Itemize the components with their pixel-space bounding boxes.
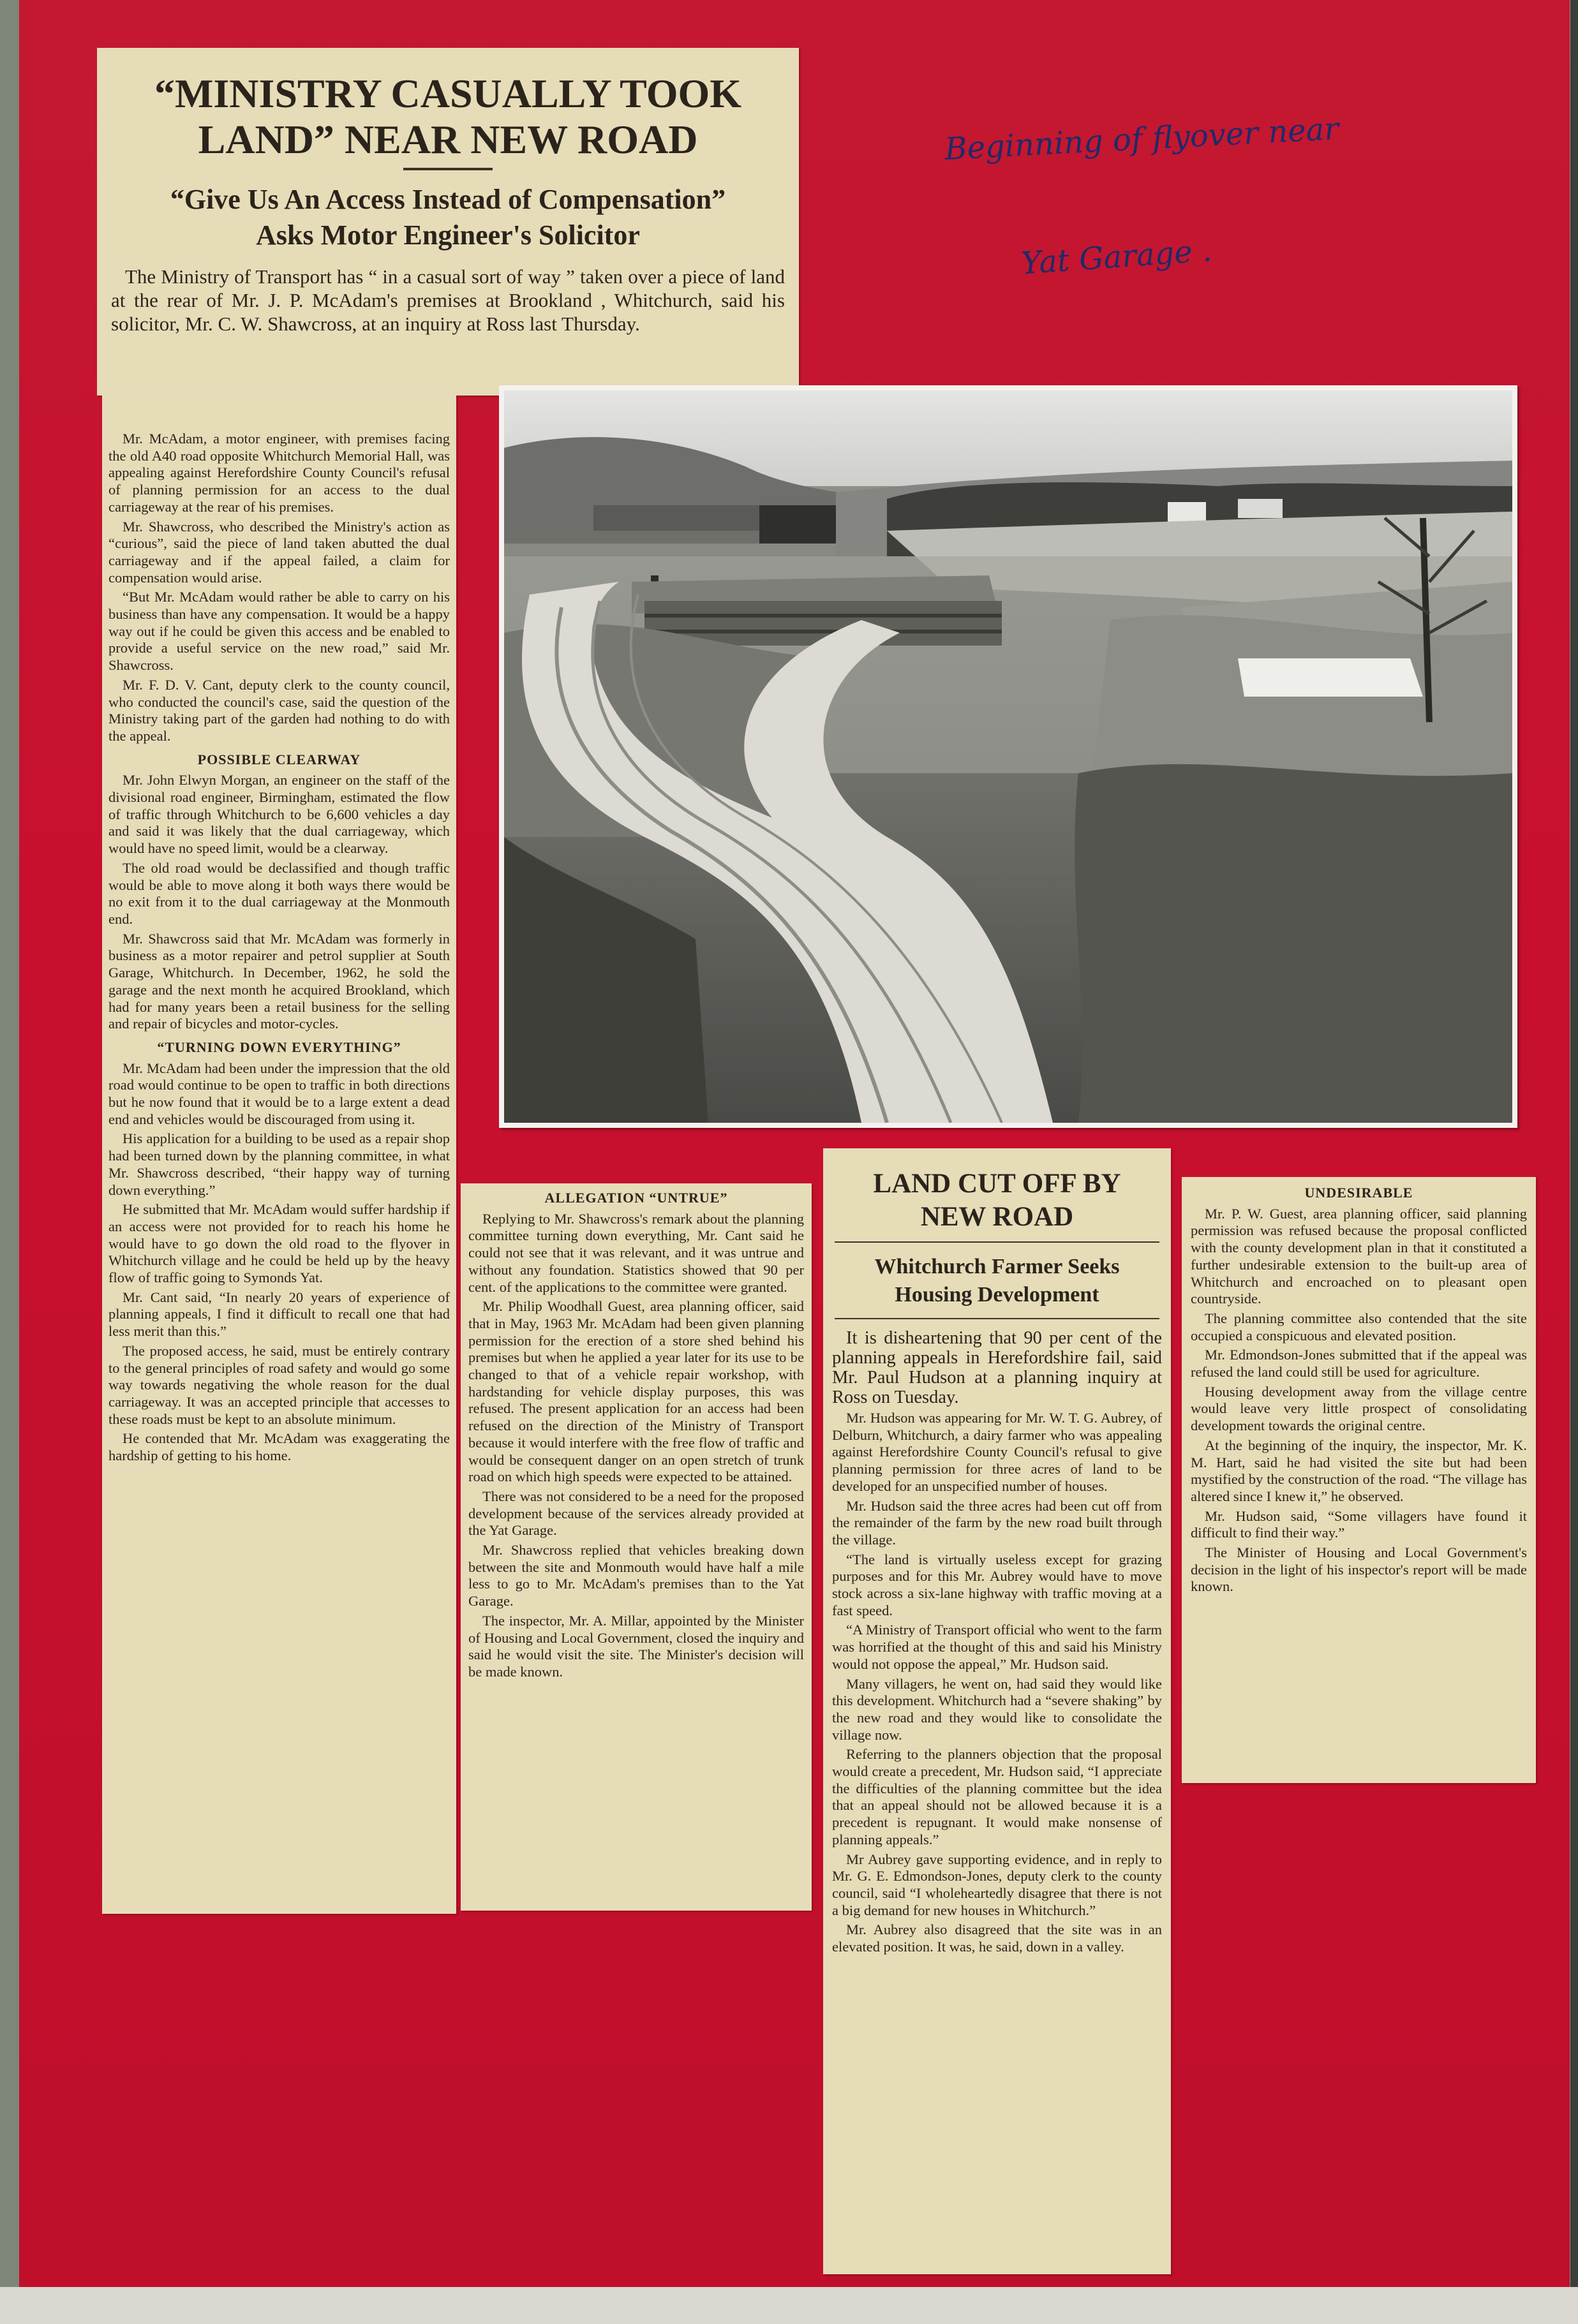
headline-divider bbox=[835, 1241, 1159, 1243]
article3-subheadline-line2: Housing Development bbox=[895, 1283, 1099, 1306]
article2-column bbox=[461, 1183, 812, 1911]
article2-paragraph: Replying to Mr. Shawcross's remark about the planning committee turning down everything, Mr. Cant said he could not see that it was relevant, and it was untrue and without any foundation. Statistics showed that 90 per cent. of the applications to the committee were granted. bbox=[468, 1210, 804, 1295]
article1-headline-line1: “MINISTRY CASUALLY TOOK bbox=[154, 71, 742, 116]
article4-paragraph: Mr. P. W. Guest, area planning officer, said planning permission was refused because the proposal conflicted with the county development plan in that it constituted a further undesirable extension to the built-up area of Whitchurch and encroached on to pleasant open countryside. bbox=[1191, 1205, 1527, 1307]
article4-paragraph: Mr. Hudson said, “Some villagers have found it difficult to find their way.” bbox=[1191, 1507, 1527, 1541]
article3-subheadline-line1: Whitchurch Farmer Seeks bbox=[874, 1255, 1120, 1278]
article1-paragraph: He submitted that Mr. McAdam would suffer hardship if an access were not provided for to reach his home he would have to go down the old road to the flyover in Whitchurch village and he could be held up by the heavy flow of traffic going to Symonds Yat. bbox=[108, 1201, 450, 1286]
photo-image bbox=[504, 390, 1512, 1123]
article1-headline-line2: LAND” NEAR NEW ROAD bbox=[198, 117, 698, 162]
article1-lead: The Ministry of Transport has “ in a casual sort of way ” taken over a piece of land at the rear of Mr. J. P. McAdam's premises at Brookland , Whitchurch, said his solicitor, Mr. C. W. Shawcross, at an inquiry at Ross last Thursday. bbox=[111, 265, 785, 335]
article1-paragraph: “But Mr. McAdam would rather be able to carry on his business than have any compensation. It would be a happy way out if he could be given this access and be enabled to provide a useful service on the new road,” said Mr. Shawcross. bbox=[108, 589, 450, 674]
article2-subheading: ALLEGATION “UNTRUE” bbox=[544, 1190, 728, 1206]
headline-rule bbox=[403, 168, 493, 170]
article1-paragraph: Mr. Shawcross said that Mr. McAdam was formerly in business as a motor repairer and petrol supplier at South Garage, Whitchurch. In December, 1962, he sold the garage and the next month he acquired Brookland, which had for many years been a retail business for the selling and repair of bicycles and motor-cycles. bbox=[108, 930, 450, 1032]
article3-lead: It is disheartening that 90 per cent of the planning appeals in Herefordshire fail, said Mr. Paul Hudson at a planning inquiry at Ross on Tuesday. bbox=[832, 1328, 1162, 1407]
article3-paragraph: Mr. Hudson was appearing for Mr. W. T. G. Aubrey, of Delburn, Whitchurch, a dairy farmer who was appealing against Herefordshire County Council's refusal to give planning permission for three acres of land to be developed for an unspecified number of houses. bbox=[832, 1410, 1162, 1494]
article1-subheadline-line2: Asks Motor Engineer's Solicitor bbox=[256, 219, 640, 251]
article3-paragraph: Many villagers, he went on, had said they would like this development. Whitchurch had a “severe shaking” by the new road and they would like to consolidate the village now. bbox=[832, 1675, 1162, 1743]
article1-paragraph: The old road would be declassified and though traffic would be able to move along it both ways there would be no exit from it to the dual carriageway at the Monmouth end. bbox=[108, 859, 450, 927]
article4-paragraph: At the beginning of the inquiry, the inspector, Mr. K. M. Hart, said he had visited the site but had been mystified by the construction of the road. “The village has altered since I knew it,” he observed. bbox=[1191, 1437, 1527, 1504]
article1-paragraph: Mr. McAdam, a motor engineer, with premises facing the old A40 road opposite Whitchurch Memorial Hall, was appealing against Herefordshire County Council's refusal of planning permission for an access to the dual carriageway at the rear of his premises. bbox=[108, 431, 450, 515]
article3-paragraph: “A Ministry of Transport official who went to the farm was horrified at the thought of this and said his Ministry would not oppose the appeal,” Mr. Hudson said. bbox=[832, 1622, 1162, 1672]
article1-paragraph: Mr. McAdam had been under the impression that the old road would continue to be open to traffic in both directions but he now found that it would be to a large extent a dead end and vehicles would be discouraged from using it. bbox=[108, 1060, 450, 1127]
article3-paragraph: Mr. Aubrey also disagreed that the site was in an elevated position. It was, he said, down in a valley. bbox=[832, 1921, 1162, 1955]
article4-paragraph: Mr. Edmondson-Jones submitted that if the appeal was refused the land could still be used for agriculture. bbox=[1191, 1347, 1527, 1380]
left-edge-backdrop bbox=[0, 0, 22, 2324]
article1-paragraph: Mr. Cant said, “In nearly 20 years of experience of planning appeals, I find it difficult to recall one that had less merit than this.” bbox=[108, 1289, 450, 1340]
article3-paragraph: Referring to the planners objection that the proposal would create a precedent, Mr. Hudson said, “I appreciate the difficulties of the planning committee but the idea that an appeal should not be allowed because it is a precedent is repugnant. It would make nonsense of planning appeals.” bbox=[832, 1746, 1162, 1847]
bottom-edge-backdrop bbox=[0, 2287, 1578, 2324]
handwritten-note-line2: Yat Garage . bbox=[1020, 232, 1213, 282]
article2-paragraph: Mr. Philip Woodhall Guest, area planning officer, said that in May, 1963 Mr. McAdam had been given planning permission for the erection of a store shed behind his premises but when he applied a year later for its use to be changed to that of a vehicle repair workshop, with hardstanding for vehicle display purposes, this was refused. The present application for an access had been refused on the direction of the Ministry of Transport because it would interfere with the free flow of traffic and would be consequent danger on an open stretch of trunk road on which high speeds were expected to be attained. bbox=[468, 1298, 804, 1485]
article4-column bbox=[1182, 1177, 1536, 1783]
article4-subheading: UNDESIRABLE bbox=[1304, 1185, 1413, 1201]
article1-paragraph: His application for a building to be used as a repair shop had been turned down by the planning committee, in what Mr. Shawcross described, “their happy way of turning down everything.” bbox=[108, 1130, 450, 1198]
article3-column bbox=[823, 1148, 1171, 2274]
article3-headline-line1: LAND CUT OFF BY bbox=[873, 1169, 1121, 1199]
article1-subheadline-line1: “Give Us An Access Instead of Compensation” bbox=[170, 184, 726, 215]
article3-paragraph: Mr. Hudson said the three acres had been cut off from the remainder of the farm by the new road built through the village. bbox=[832, 1497, 1162, 1548]
article2-paragraph: The inspector, Mr. A. Millar, appointed by the Minister of Housing and Local Government, closed the inquiry and said he would visit the site. The Minister's decision will be made known. bbox=[468, 1612, 804, 1680]
article1-paragraph: The proposed access, he said, must be entirely contrary to the general principles of road safety and would go some way towards negativing the whole reason for the dual carriageway. It was an accepted principle that accesses to these roads must be kept to an absolute minimum. bbox=[108, 1342, 450, 1427]
article3-paragraph: Mr Aubrey gave supporting evidence, and in reply to Mr. G. E. Edmondson-Jones, deputy clerk to the county council, said “I wholeheartedly disagree that there is not a big demand for new houses in Whitchurch.” bbox=[832, 1851, 1162, 1918]
article1-paragraph: He contended that Mr. McAdam was exaggerating the hardship of getting to his home. bbox=[108, 1430, 450, 1464]
right-edge-backdrop bbox=[1570, 0, 1578, 2324]
article4-paragraph: The Minister of Housing and Local Government's decision in the light of his inspector's report will be made known. bbox=[1191, 1544, 1527, 1595]
flyover-construction-photo bbox=[499, 385, 1517, 1128]
article1-paragraph: Mr. F. D. V. Cant, deputy clerk to the county council, who conducted the council's case, said the question of the Ministry taking part of the garden had nothing to do with the appeal. bbox=[108, 676, 450, 744]
subheadline-divider bbox=[835, 1318, 1159, 1319]
article4-paragraph: The planning committee also contended that the site occupied a conspicuous and elevated position. bbox=[1191, 1310, 1527, 1343]
article3-headline-line2: NEW ROAD bbox=[920, 1202, 1074, 1232]
article1-subheading-clearway: POSSIBLE CLEARWAY bbox=[197, 751, 361, 767]
article2-paragraph: There was not considered to be a need for the proposed development because of the services already provided at the Yat Garage. bbox=[468, 1488, 804, 1539]
article1-paragraph: Mr. John Elwyn Morgan, an engineer on the staff of the divisional road engineer, Birmingham, estimated the flow of traffic through Whitchurch to be 6,600 vehicles a day and said it was likely that the dual carriageway, which would have no speed limit, would be a clearway. bbox=[108, 772, 450, 857]
handwritten-note-line1: Beginning of flyover near bbox=[943, 110, 1340, 168]
article3-paragraph: “The land is virtually useless except for grazing purposes and for this Mr. Aubrey would have to move stock across a six-lane highway with traffic moving at a fast speed. bbox=[832, 1551, 1162, 1618]
article2-paragraph: Mr. Shawcross replied that vehicles breaking down between the site and Monmouth would have half a mile less to go to Mr. McAdam's premises than to the Yat Garage. bbox=[468, 1542, 804, 1610]
article1-paragraph: Mr. Shawcross, who described the Ministry's action as “curious”, said the piece of land taken abutted the dual carriageway and if the appeal failed, a claim for compensation would arise. bbox=[108, 518, 450, 586]
article4-paragraph: Housing development away from the village centre would leave very little prospect of consolidating development towards the original centre. bbox=[1191, 1383, 1527, 1434]
article1-subheading-turning-down: “TURNING DOWN EVERYTHING” bbox=[157, 1039, 401, 1055]
article1-header-clipping bbox=[97, 48, 799, 396]
article1-body-column bbox=[102, 396, 456, 1914]
